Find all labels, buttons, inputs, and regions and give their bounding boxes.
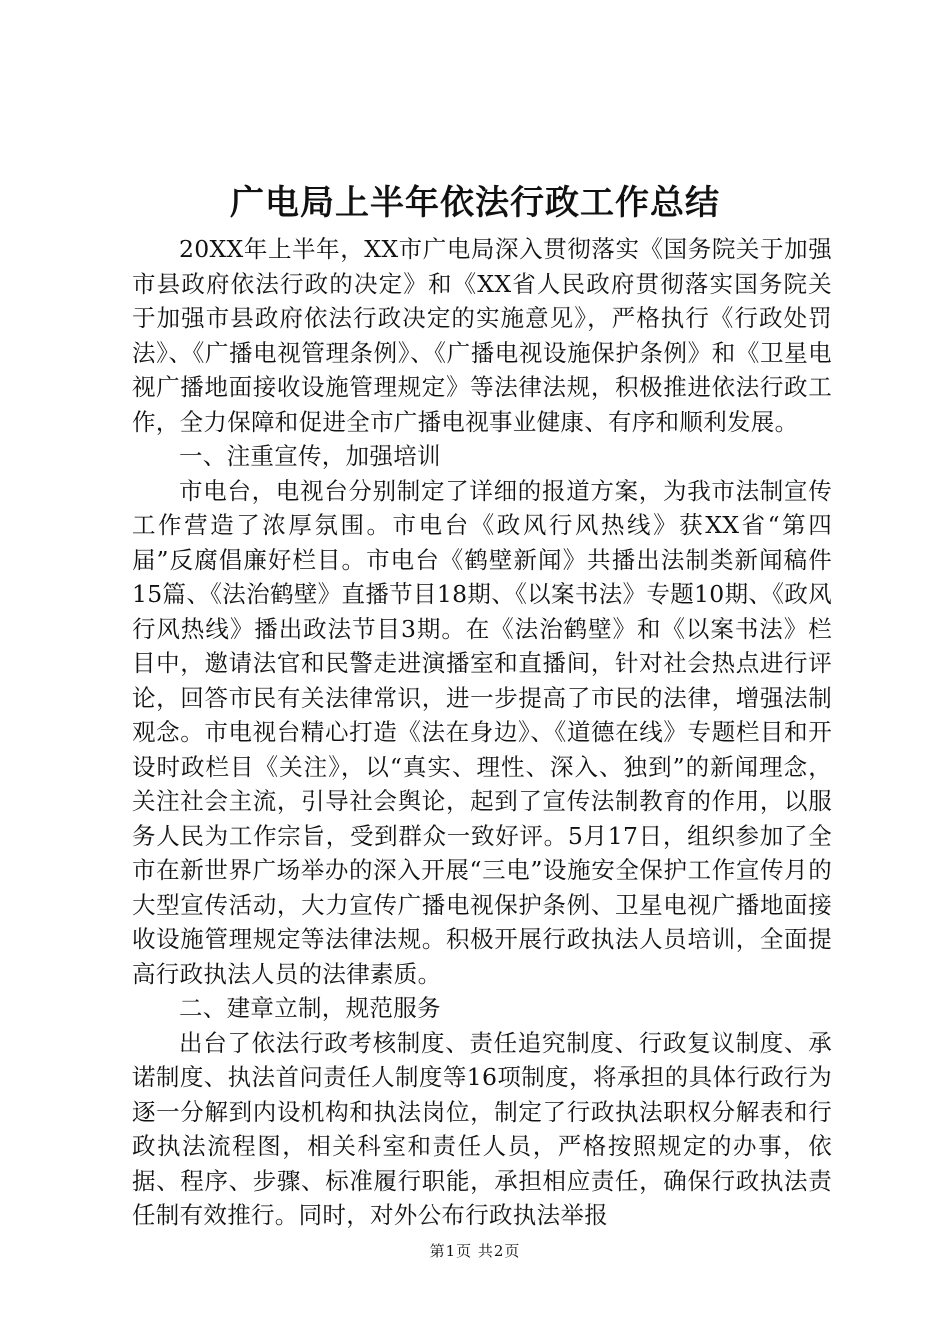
section-heading-1: 一、注重宣传，加强培训 xyxy=(179,442,441,470)
page-number-footer: 第1页 共2页 xyxy=(429,1242,521,1260)
document-title: 广电局上半年依法行政工作总结 xyxy=(230,183,720,223)
document-body xyxy=(132,232,832,1233)
paragraph-section-2: 出台了依法行政考核制度、责任追究制度、行政复议制度、承诺制度、执法首问责任人制度等16项制度，将承担的具体行政行为逐一分解到内设机构和执法岗位，制定了行政执法职权分解表和行政执法流程图，相关科室和责任人员，严格按照规定的办事，依据、程序、步骤、标准履行职能，承担相应责任，确保行政执法责任制有效推行。同时，对外公布行政执法举报 xyxy=(132,1028,832,1229)
paragraph-section-1: 市电台，电视台分别制定了详细的报道方案，为我市法制宣传工作营造了浓厚氛围。市电台《政风行风热线》获XX省“第四届”反腐倡廉好栏目。市电台《鹤壁新闻》共播出法制类新闻稿件15篇、《法治鹤壁》直播节目18期、《以案书法》专题10期、《政风行风热线》播出政法节目3期。在《法治鹤壁》和《以案书法》栏目中，邀请法官和民警走进演播室和直播间，针对社会热点进行评论，回答市民有关法律常识，进一步提高了市民的法律，增强法制观念。市电视台精心打造《法在身边》、《道德在线》专题栏目和开设时政栏目《关注》，以“真实、理性、深入、独到”的新闻理念，关注社会主流，引导社会舆论，起到了宣传法制教育的作用，以服务人民为工作宗旨，受到群众一致好评。5月17日，组织参加了全市在新世界广场举办的深入开展“三电”设施安全保护工作宣传月的大型宣传活动，大力宣传广播电视保护条例、卫星电视广播地面接收设施管理规定等法律法规。积极开展行政执法人员培训，全面提高行政执法人员的法律素质。 xyxy=(132,476,832,988)
paragraph-intro: 20XX年上半年，XX市广电局深入贯彻落实《国务院关于加强市县政府依法行政的决定》和《XX省人民政府贯彻落实国务院关于加强市县政府依法行政决定的实施意见》，严格执行《行政处罚法》、《广播电视管理条例》、《广播电视设施保护条例》和《卫星电视广播地面接收设施管理规定》等法律法规，积极推进依法行政工作，全力保障和促进全市广播电视事业健康、有序和顺利发展。 xyxy=(132,235,832,436)
section-heading-2: 二、建章立制，规范服务 xyxy=(179,994,441,1022)
